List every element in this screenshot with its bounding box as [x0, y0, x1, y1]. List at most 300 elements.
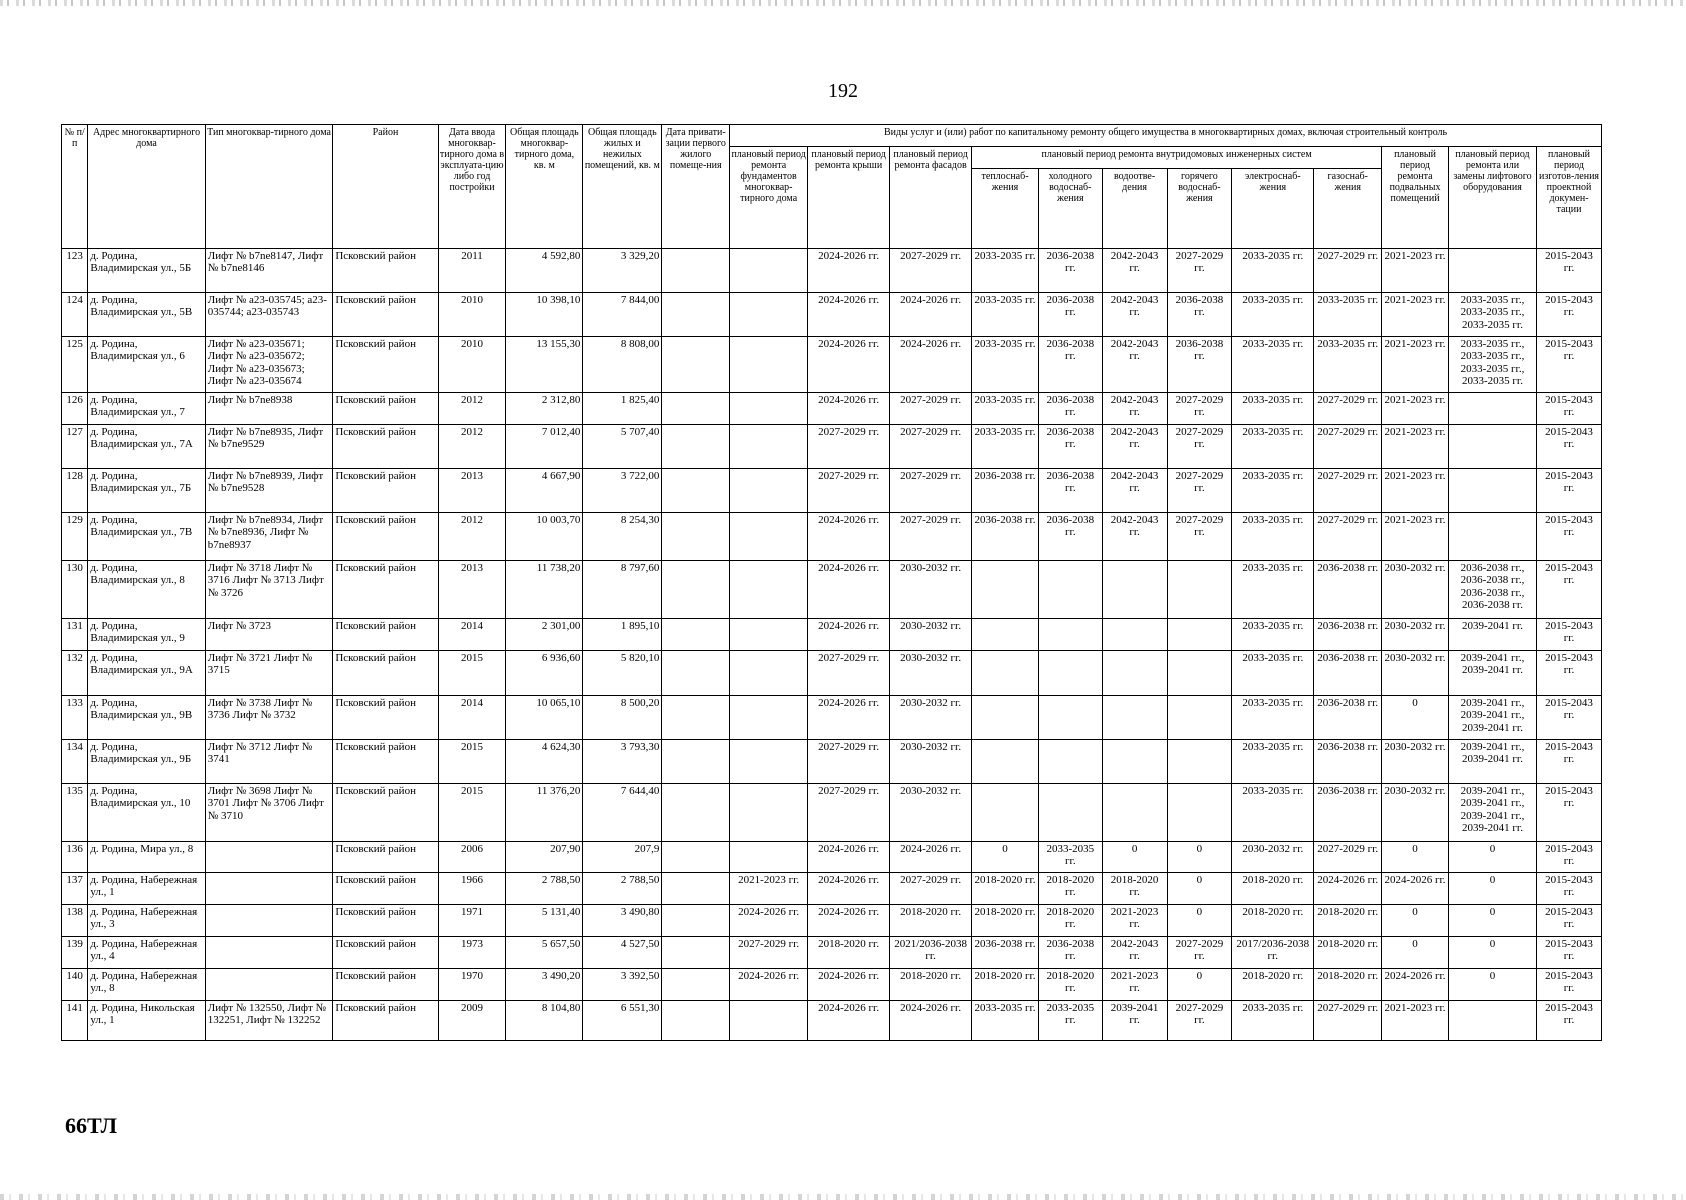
cell-commission-date: 2011	[438, 249, 506, 293]
cell-total-area: 11 376,20	[506, 784, 583, 842]
cell-elevator: 0	[1448, 842, 1536, 873]
table-row	[62, 1001, 1602, 1041]
cell-facade: 2027-2029 гг.	[890, 469, 972, 513]
cell-district: Псковский район	[333, 969, 438, 1001]
cell-commission-date: 1973	[438, 937, 506, 969]
cell-residential-area: 3 490,80	[583, 905, 662, 937]
cell-foundation	[730, 293, 808, 337]
cell-privatization-date	[662, 619, 730, 651]
cell-design-docs: 2015-2043 гг.	[1537, 905, 1602, 937]
cell-foundation: 2024-2026 гг.	[730, 905, 808, 937]
cell-commission-date: 1966	[438, 873, 506, 905]
cell-cold-water	[1038, 561, 1102, 619]
cell-gas: 2027-2029 гг.	[1314, 393, 1382, 425]
cell-roof: 2024-2026 гг.	[808, 393, 890, 425]
cell-address: д. Родина, Никольская ул., 1	[88, 1001, 205, 1041]
cell-facade: 2027-2029 гг.	[890, 425, 972, 469]
cell-commission-date: 2012	[438, 393, 506, 425]
cell-hot-water: 0	[1167, 873, 1232, 905]
cell-house-type	[205, 873, 333, 905]
cell-hot-water: 2027-2029 гг.	[1167, 393, 1232, 425]
header-commission-date: Дата ввода многоквар-тирного дома в эксплуата-цию либо год постройки	[438, 125, 506, 249]
cell-privatization-date	[662, 513, 730, 561]
cell-electricity: 2033-2035 гг.	[1232, 1001, 1314, 1041]
cell-gas: 2036-2038 гг.	[1314, 561, 1382, 619]
cell-address: д. Родина, Владимирская ул., 7В	[88, 513, 205, 561]
cell-sewerage: 2042-2043 гг.	[1102, 393, 1167, 425]
cell-commission-date: 2012	[438, 513, 506, 561]
cell-district: Псковский район	[333, 393, 438, 425]
table-row	[62, 249, 1602, 293]
cell-gas: 2027-2029 гг.	[1314, 1001, 1382, 1041]
cell-roof: 2024-2026 гг.	[808, 249, 890, 293]
cell-privatization-date	[662, 393, 730, 425]
cell-residential-area: 207,9	[583, 842, 662, 873]
cell-roof: 2027-2029 гг.	[808, 425, 890, 469]
cell-total-area: 3 490,20	[506, 969, 583, 1001]
cell-facade: 2024-2026 гг.	[890, 337, 972, 393]
cell-hot-water	[1167, 651, 1232, 696]
cell-commission-date: 2012	[438, 425, 506, 469]
cell-privatization-date	[662, 905, 730, 937]
cell-cold-water: 2033-2035 гг.	[1038, 842, 1102, 873]
cell-heating: 2033-2035 гг.	[972, 1001, 1039, 1041]
cell-sewerage: 2042-2043 гг.	[1102, 937, 1167, 969]
cell-hot-water: 2027-2029 гг.	[1167, 425, 1232, 469]
cell-gas: 2024-2026 гг.	[1314, 873, 1382, 905]
cell-basement: 2021-2023 гг.	[1382, 337, 1449, 393]
cell-heating	[972, 784, 1039, 842]
cell-foundation: 2021-2023 гг.	[730, 873, 808, 905]
cell-foundation	[730, 740, 808, 784]
cell-total-area: 5 131,40	[506, 905, 583, 937]
cell-roof: 2024-2026 гг.	[808, 696, 890, 740]
cell-residential-area: 6 551,30	[583, 1001, 662, 1041]
cell-facade: 2027-2029 гг.	[890, 249, 972, 293]
cell-elevator: 2033-2035 гг., 2033-2035 гг., 2033-2035 гг.	[1448, 293, 1536, 337]
cell-design-docs: 2015-2043 гг.	[1537, 393, 1602, 425]
cell-num: 130	[62, 561, 88, 619]
cell-address: д. Родина, Владимирская ул., 8	[88, 561, 205, 619]
cell-cold-water: 2036-2038 гг.	[1038, 293, 1102, 337]
cell-district: Псковский район	[333, 337, 438, 393]
cell-num: 128	[62, 469, 88, 513]
cell-commission-date: 2015	[438, 740, 506, 784]
cell-heating	[972, 696, 1039, 740]
cell-heating	[972, 651, 1039, 696]
cell-roof: 2027-2029 гг.	[808, 784, 890, 842]
cell-commission-date: 2015	[438, 651, 506, 696]
cell-roof: 2027-2029 гг.	[808, 651, 890, 696]
cell-num: 126	[62, 393, 88, 425]
cell-roof: 2024-2026 гг.	[808, 561, 890, 619]
cell-design-docs: 2015-2043 гг.	[1537, 969, 1602, 1001]
table-row	[62, 337, 1602, 393]
cell-total-area: 10 398,10	[506, 293, 583, 337]
cell-residential-area: 3 722,00	[583, 469, 662, 513]
cell-total-area: 7 012,40	[506, 425, 583, 469]
cell-design-docs: 2015-2043 гг.	[1537, 1001, 1602, 1041]
cell-elevator: 2039-2041 гг., 2039-2041 гг.	[1448, 651, 1536, 696]
cell-cold-water: 2018-2020 гг.	[1038, 873, 1102, 905]
cell-basement: 2021-2023 гг.	[1382, 1001, 1449, 1041]
cell-basement: 2030-2032 гг.	[1382, 740, 1449, 784]
cell-roof: 2024-2026 гг.	[808, 293, 890, 337]
table-row	[62, 969, 1602, 1001]
cell-heating: 2018-2020 гг.	[972, 873, 1039, 905]
cell-house-type: Лифт № b7ne8147, Лифт № b7ne8146	[205, 249, 333, 293]
cell-house-type	[205, 842, 333, 873]
cell-address: д. Родина, Владимирская ул., 9Б	[88, 740, 205, 784]
cell-hot-water: 2027-2029 гг.	[1167, 513, 1232, 561]
cell-house-type: Лифт № 132550, Лифт № 132251, Лифт № 132252	[205, 1001, 333, 1041]
cell-address: д. Родина, Владимирская ул., 9	[88, 619, 205, 651]
table-row	[62, 842, 1602, 873]
header-elevator: плановый период ремонта или замены лифтового оборудования	[1448, 147, 1536, 249]
cell-heating: 2033-2035 гг.	[972, 393, 1039, 425]
cell-address: д. Родина, Владимирская ул., 9В	[88, 696, 205, 740]
table-row	[62, 293, 1602, 337]
header-house-type: Тип многоквар-тирного дома	[205, 125, 333, 249]
cell-design-docs: 2015-2043 гг.	[1537, 469, 1602, 513]
cell-address: д. Родина, Владимирская ул., 10	[88, 784, 205, 842]
cell-district: Псковский район	[333, 293, 438, 337]
cell-gas: 2027-2029 гг.	[1314, 513, 1382, 561]
cell-house-type: Лифт № 3718 Лифт № 3716 Лифт № 3713 Лифт № 3726	[205, 561, 333, 619]
cell-hot-water: 0	[1167, 842, 1232, 873]
cell-district: Псковский район	[333, 937, 438, 969]
cell-heating	[972, 619, 1039, 651]
table-row	[62, 513, 1602, 561]
cell-residential-area: 8 254,30	[583, 513, 662, 561]
cell-commission-date: 2014	[438, 619, 506, 651]
cell-facade: 2024-2026 гг.	[890, 293, 972, 337]
header-foundation: плановый период ремонта фундаментов многоквар-тирного дома	[730, 147, 808, 249]
cell-heating: 2036-2038 гг.	[972, 513, 1039, 561]
cell-foundation: 2024-2026 гг.	[730, 969, 808, 1001]
cell-house-type: Лифт № 3712 Лифт № 3741	[205, 740, 333, 784]
cell-electricity: 2033-2035 гг.	[1232, 619, 1314, 651]
cell-roof: 2024-2026 гг.	[808, 842, 890, 873]
cell-foundation	[730, 337, 808, 393]
cell-residential-area: 8 808,00	[583, 337, 662, 393]
cell-num: 127	[62, 425, 88, 469]
cell-facade: 2018-2020 гг.	[890, 905, 972, 937]
cell-heating	[972, 740, 1039, 784]
cell-foundation	[730, 249, 808, 293]
cell-hot-water: 2036-2038 гг.	[1167, 337, 1232, 393]
cell-roof: 2024-2026 гг.	[808, 969, 890, 1001]
cell-num: 133	[62, 696, 88, 740]
table-row	[62, 619, 1602, 651]
cell-house-type	[205, 969, 333, 1001]
cell-commission-date: 2015	[438, 784, 506, 842]
cell-elevator	[1448, 469, 1536, 513]
cell-commission-date: 2009	[438, 1001, 506, 1041]
cell-foundation	[730, 651, 808, 696]
cell-gas: 2018-2020 гг.	[1314, 905, 1382, 937]
cell-facade: 2030-2032 гг.	[890, 561, 972, 619]
header-num: № п/п	[62, 125, 88, 249]
cell-total-area: 10 003,70	[506, 513, 583, 561]
cell-electricity: 2033-2035 гг.	[1232, 393, 1314, 425]
cell-heating: 2033-2035 гг.	[972, 293, 1039, 337]
cell-address: д. Родина, Владимирская ул., 7Б	[88, 469, 205, 513]
cell-num: 140	[62, 969, 88, 1001]
cell-cold-water	[1038, 651, 1102, 696]
cell-house-type: Лифт № b7ne8939, Лифт № b7ne9528	[205, 469, 333, 513]
cell-residential-area: 3 793,30	[583, 740, 662, 784]
cell-address: д. Родина, Владимирская ул., 7А	[88, 425, 205, 469]
cell-hot-water	[1167, 784, 1232, 842]
header-total-area: Общая площадь многоквар-тирного дома, кв. м	[506, 125, 583, 249]
cell-privatization-date	[662, 696, 730, 740]
cell-num: 125	[62, 337, 88, 393]
cell-roof: 2018-2020 гг.	[808, 937, 890, 969]
cell-district: Псковский район	[333, 1001, 438, 1041]
cell-gas: 2033-2035 гг.	[1314, 293, 1382, 337]
cell-basement: 2021-2023 гг.	[1382, 513, 1449, 561]
cell-gas: 2027-2029 гг.	[1314, 425, 1382, 469]
cell-num: 131	[62, 619, 88, 651]
cell-hot-water	[1167, 740, 1232, 784]
cell-basement: 2021-2023 гг.	[1382, 393, 1449, 425]
cell-basement: 2021-2023 гг.	[1382, 469, 1449, 513]
cell-foundation	[730, 784, 808, 842]
cell-privatization-date	[662, 249, 730, 293]
cell-total-area: 207,90	[506, 842, 583, 873]
scan-edge-top	[0, 0, 1686, 6]
header-facade: плановый период ремонта фасадов	[890, 147, 972, 249]
cell-district: Псковский район	[333, 784, 438, 842]
cell-commission-date: 2006	[438, 842, 506, 873]
table-row	[62, 873, 1602, 905]
cell-sewerage: 2018-2020 гг.	[1102, 873, 1167, 905]
cell-design-docs: 2015-2043 гг.	[1537, 784, 1602, 842]
table-row	[62, 905, 1602, 937]
cell-gas: 2018-2020 гг.	[1314, 937, 1382, 969]
cell-facade: 2024-2026 гг.	[890, 842, 972, 873]
header-basement: плановый период ремонта подвальных помещений	[1382, 147, 1449, 249]
header-sewerage: водоотве-дения	[1102, 169, 1167, 249]
cell-privatization-date	[662, 425, 730, 469]
table-row	[62, 784, 1602, 842]
table-body	[62, 249, 1602, 1041]
cell-hot-water	[1167, 561, 1232, 619]
header-electricity: электроснаб-жения	[1232, 169, 1314, 249]
cell-hot-water	[1167, 619, 1232, 651]
cell-electricity: 2033-2035 гг.	[1232, 784, 1314, 842]
cell-district: Псковский район	[333, 619, 438, 651]
cell-residential-area: 3 329,20	[583, 249, 662, 293]
table-row	[62, 696, 1602, 740]
cell-commission-date: 2013	[438, 561, 506, 619]
cell-design-docs: 2015-2043 гг.	[1537, 873, 1602, 905]
cell-basement: 2024-2026 гг.	[1382, 873, 1449, 905]
cell-electricity: 2033-2035 гг.	[1232, 293, 1314, 337]
cell-elevator: 2039-2041 гг., 2039-2041 гг., 2039-2041 гг.	[1448, 696, 1536, 740]
header-roof: плановый период ремонта крыши	[808, 147, 890, 249]
table-row	[62, 469, 1602, 513]
cell-num: 141	[62, 1001, 88, 1041]
cell-cold-water	[1038, 619, 1102, 651]
cell-num: 138	[62, 905, 88, 937]
cell-design-docs: 2015-2043 гг.	[1537, 249, 1602, 293]
cell-cold-water: 2036-2038 гг.	[1038, 249, 1102, 293]
cell-residential-area: 3 392,50	[583, 969, 662, 1001]
cell-elevator: 2039-2041 гг., 2039-2041 гг.	[1448, 740, 1536, 784]
cell-elevator: 2039-2041 гг.	[1448, 619, 1536, 651]
cell-commission-date: 1970	[438, 969, 506, 1001]
cell-sewerage	[1102, 740, 1167, 784]
cell-privatization-date	[662, 740, 730, 784]
cell-total-area: 10 065,10	[506, 696, 583, 740]
cell-design-docs: 2015-2043 гг.	[1537, 619, 1602, 651]
cell-sewerage: 2039-2041 гг.	[1102, 1001, 1167, 1041]
cell-facade: 2030-2032 гг.	[890, 696, 972, 740]
cell-total-area: 4 667,90	[506, 469, 583, 513]
cell-heating: 2036-2038 гг.	[972, 937, 1039, 969]
cell-privatization-date	[662, 293, 730, 337]
cell-cold-water: 2033-2035 гг.	[1038, 1001, 1102, 1041]
cell-design-docs: 2015-2043 гг.	[1537, 740, 1602, 784]
capital-repair-table	[61, 124, 1602, 1041]
table-row	[62, 651, 1602, 696]
cell-gas: 2018-2020 гг.	[1314, 969, 1382, 1001]
cell-house-type	[205, 905, 333, 937]
cell-electricity: 2033-2035 гг.	[1232, 740, 1314, 784]
header-works-group: Виды услуг и (или) работ по капитальному ремонту общего имущества в многоквартирных домах, включая строительный контроль	[730, 125, 1602, 147]
table-row	[62, 740, 1602, 784]
cell-electricity: 2018-2020 гг.	[1232, 905, 1314, 937]
cell-sewerage: 2021-2023 гг.	[1102, 905, 1167, 937]
cell-elevator	[1448, 393, 1536, 425]
cell-heating	[972, 561, 1039, 619]
cell-residential-area: 1 895,10	[583, 619, 662, 651]
cell-residential-area: 8 500,20	[583, 696, 662, 740]
cell-total-area: 13 155,30	[506, 337, 583, 393]
cell-elevator: 0	[1448, 969, 1536, 1001]
cell-residential-area: 4 527,50	[583, 937, 662, 969]
cell-electricity: 2033-2035 гг.	[1232, 249, 1314, 293]
cell-address: д. Родина, Набережная ул., 1	[88, 873, 205, 905]
cell-foundation	[730, 842, 808, 873]
cell-facade: 2027-2029 гг.	[890, 393, 972, 425]
cell-commission-date: 2013	[438, 469, 506, 513]
cell-sewerage	[1102, 784, 1167, 842]
cell-house-type: Лифт № 3698 Лифт № 3701 Лифт № 3706 Лифт № 3710	[205, 784, 333, 842]
cell-foundation	[730, 393, 808, 425]
header-residential-area: Общая площадь жилых и нежилых помещений, кв. м	[583, 125, 662, 249]
cell-facade: 2030-2032 гг.	[890, 651, 972, 696]
cell-cold-water	[1038, 740, 1102, 784]
cell-residential-area: 7 644,40	[583, 784, 662, 842]
cell-gas: 2036-2038 гг.	[1314, 696, 1382, 740]
cell-roof: 2024-2026 гг.	[808, 1001, 890, 1041]
table-row	[62, 937, 1602, 969]
cell-electricity: 2017/2036-2038 гг.	[1232, 937, 1314, 969]
cell-address: д. Родина, Набережная ул., 8	[88, 969, 205, 1001]
cell-house-type: Лифт № b7ne8935, Лифт № b7ne9529	[205, 425, 333, 469]
table-row	[62, 425, 1602, 469]
cell-foundation	[730, 513, 808, 561]
cell-commission-date: 1971	[438, 905, 506, 937]
scan-edge-bottom	[0, 1194, 1686, 1200]
cell-privatization-date	[662, 873, 730, 905]
cell-elevator: 0	[1448, 905, 1536, 937]
cell-residential-area: 5 820,10	[583, 651, 662, 696]
cell-num: 132	[62, 651, 88, 696]
cell-district: Псковский район	[333, 425, 438, 469]
cell-electricity: 2033-2035 гг.	[1232, 337, 1314, 393]
cell-sewerage	[1102, 696, 1167, 740]
cell-facade: 2030-2032 гг.	[890, 740, 972, 784]
cell-district: Псковский район	[333, 249, 438, 293]
cell-house-type: Лифт № b7ne8938	[205, 393, 333, 425]
cell-elevator: 0	[1448, 873, 1536, 905]
cell-privatization-date	[662, 969, 730, 1001]
cell-address: д. Родина, Владимирская ул., 7	[88, 393, 205, 425]
cell-hot-water	[1167, 696, 1232, 740]
cell-total-area: 11 738,20	[506, 561, 583, 619]
cell-privatization-date	[662, 937, 730, 969]
cell-cold-water: 2036-2038 гг.	[1038, 469, 1102, 513]
cell-basement: 2030-2032 гг.	[1382, 561, 1449, 619]
cell-basement: 0	[1382, 905, 1449, 937]
cell-commission-date: 2010	[438, 337, 506, 393]
cell-sewerage: 2042-2043 гг.	[1102, 469, 1167, 513]
cell-design-docs: 2015-2043 гг.	[1537, 337, 1602, 393]
cell-privatization-date	[662, 561, 730, 619]
cell-residential-area: 8 797,60	[583, 561, 662, 619]
cell-sewerage: 2042-2043 гг.	[1102, 249, 1167, 293]
cell-sewerage: 2042-2043 гг.	[1102, 293, 1167, 337]
cell-facade: 2030-2032 гг.	[890, 619, 972, 651]
cell-hot-water: 2027-2029 гг.	[1167, 937, 1232, 969]
cell-district: Псковский район	[333, 905, 438, 937]
cell-basement: 2030-2032 гг.	[1382, 619, 1449, 651]
cell-electricity: 2033-2035 гг.	[1232, 651, 1314, 696]
page-number: 192	[828, 80, 858, 102]
cell-district: Псковский район	[333, 651, 438, 696]
cell-basement: 0	[1382, 696, 1449, 740]
cell-privatization-date	[662, 469, 730, 513]
cell-heating: 2033-2035 гг.	[972, 249, 1039, 293]
cell-house-type: Лифт № b7ne8934, Лифт № b7ne8936, Лифт № b7ne8937	[205, 513, 333, 561]
cell-total-area: 2 301,00	[506, 619, 583, 651]
cell-total-area: 8 104,80	[506, 1001, 583, 1041]
cell-basement: 2024-2026 гг.	[1382, 969, 1449, 1001]
cell-house-type: Лифт № 3721 Лифт № 3715	[205, 651, 333, 696]
footer-code: 66ТЛ	[65, 1113, 117, 1138]
cell-address: д. Родина, Владимирская ул., 5Б	[88, 249, 205, 293]
cell-elevator: 0	[1448, 937, 1536, 969]
cell-roof: 2027-2029 гг.	[808, 740, 890, 784]
header-heating: теплоснаб-жения	[972, 169, 1039, 249]
cell-foundation	[730, 619, 808, 651]
cell-cold-water: 2018-2020 гг.	[1038, 905, 1102, 937]
cell-foundation	[730, 469, 808, 513]
cell-hot-water: 0	[1167, 969, 1232, 1001]
cell-design-docs: 2015-2043 гг.	[1537, 425, 1602, 469]
header-engineering-group: плановый период ремонта внутридомовых инженерных систем	[972, 147, 1382, 169]
cell-district: Псковский район	[333, 561, 438, 619]
cell-gas: 2027-2029 гг.	[1314, 842, 1382, 873]
cell-house-type: Лифт № a23-035745; a23-035744; a23-035743	[205, 293, 333, 337]
cell-heating: 2018-2020 гг.	[972, 905, 1039, 937]
cell-sewerage	[1102, 651, 1167, 696]
cell-sewerage: 2021-2023 гг.	[1102, 969, 1167, 1001]
